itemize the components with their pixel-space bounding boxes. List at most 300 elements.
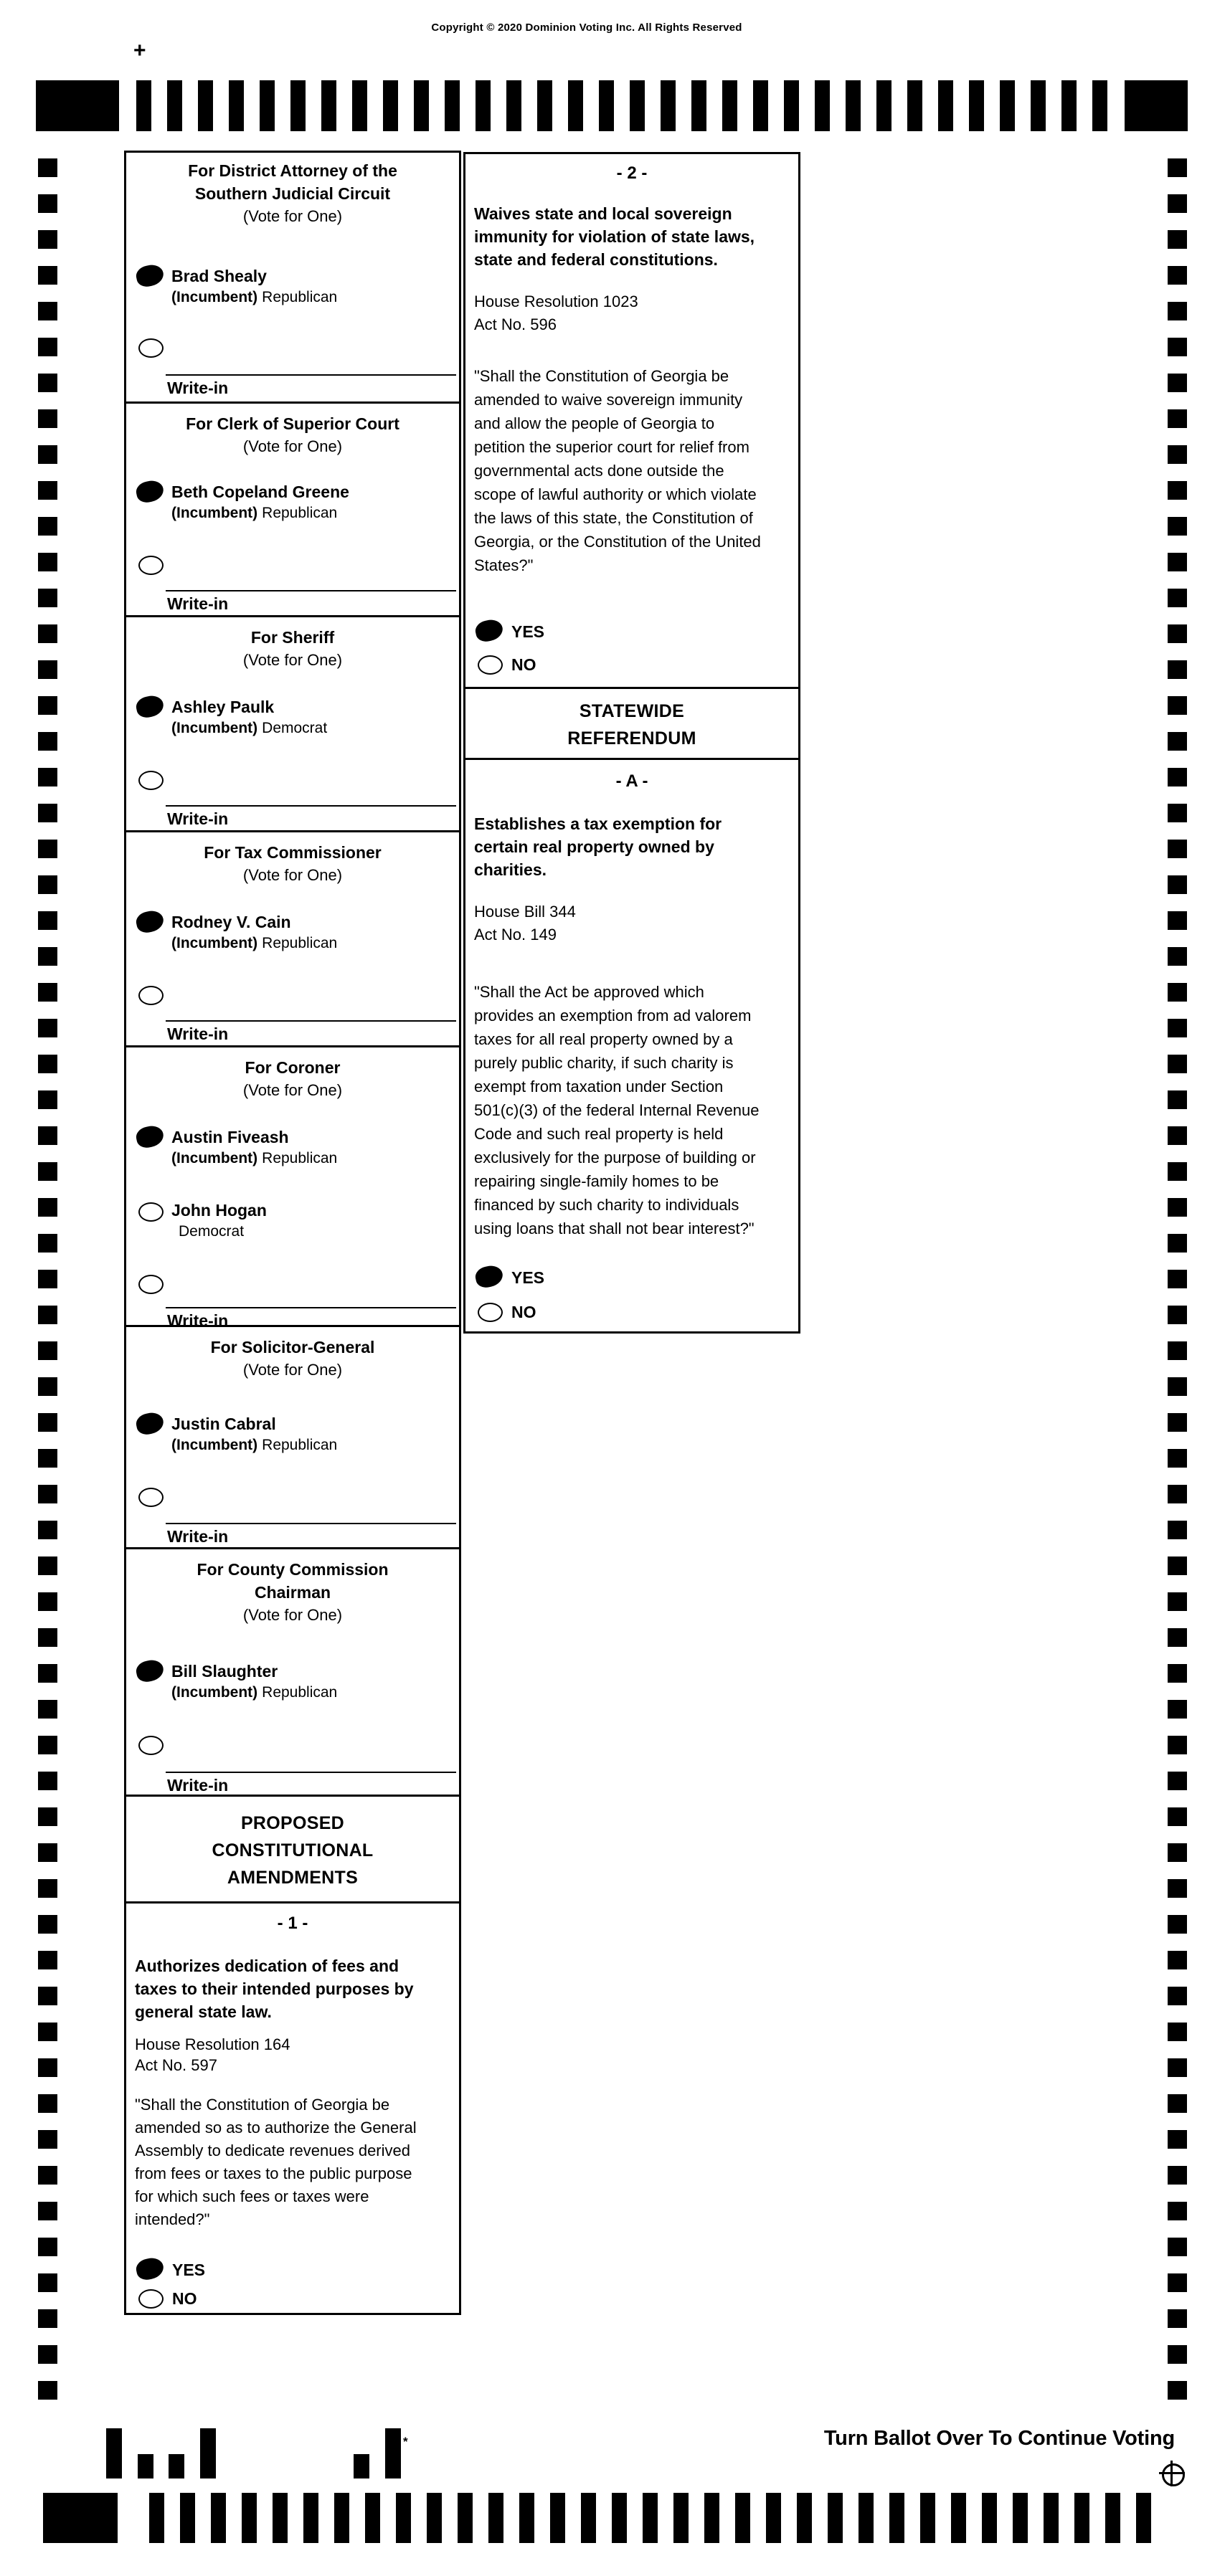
vote-oval-filled[interactable] (134, 1410, 165, 1436)
write-in-label: Write-in (167, 1776, 229, 1795)
timing-mark (581, 2493, 596, 2543)
vote-oval-empty[interactable] (478, 655, 503, 675)
candidate-party (171, 935, 337, 952)
timing-mark (889, 2493, 904, 2543)
timing-mark (568, 80, 583, 131)
timing-mark (427, 2493, 442, 2543)
timing-mark (506, 80, 521, 131)
timing-mark (1168, 1807, 1187, 1826)
measure-question-line: States?" (474, 556, 534, 574)
timing-mark (1136, 2493, 1151, 2543)
write-in-line[interactable] (166, 1523, 456, 1524)
timing-mark (38, 481, 57, 500)
timing-mark (846, 80, 861, 131)
write-in-line[interactable] (166, 805, 456, 807)
barcode-bar-short (138, 2454, 153, 2478)
measure-question-line: Assembly to dedicate revenues derived (135, 2142, 410, 2159)
timing-mark (1031, 80, 1046, 131)
barcode-asterisk-mark: * (403, 2435, 408, 2448)
measure-question-line: repairing single-family homes to be (474, 1172, 719, 1190)
race-section (126, 1045, 459, 1330)
header-line: PROPOSED (240, 1813, 345, 1833)
yes-label: YES (511, 622, 545, 641)
vote-oval-empty[interactable] (478, 1303, 503, 1322)
timing-mark (38, 1915, 57, 1934)
timing-mark (38, 409, 57, 428)
right-column (463, 152, 800, 1334)
party-label: Democrat (179, 1223, 245, 1240)
timing-mark (38, 553, 57, 571)
timing-mark (38, 517, 57, 536)
no-label: NO (511, 655, 536, 674)
candidate-party (171, 289, 337, 306)
timing-mark (38, 1306, 57, 1324)
timing-mark (38, 1449, 57, 1468)
timing-mark (1168, 2058, 1187, 2077)
measure-question-line: governmental acts done outside the (474, 462, 724, 480)
timing-mark (673, 2493, 689, 2543)
candidate-name: Brad Shealy (171, 267, 267, 285)
statewide-referendum-header (465, 687, 798, 760)
vote-oval-empty[interactable] (138, 1202, 164, 1222)
timing-mark (38, 1162, 57, 1181)
timing-mark (1168, 1341, 1187, 1360)
timing-mark (38, 1485, 57, 1503)
measure-question-line: financed by such charity to individuals (474, 1196, 739, 1214)
timing-mark (1168, 696, 1187, 715)
timing-mark (1168, 589, 1187, 607)
timing-mark (1168, 1413, 1187, 1432)
measure-summary-line: Authorizes dedication of fees and (135, 1957, 399, 1975)
timing-mark (38, 1090, 57, 1109)
timing-mark (198, 80, 213, 131)
timing-mark (722, 80, 737, 131)
timing-mark (1168, 1055, 1187, 1073)
timing-mark (38, 2273, 57, 2292)
timing-mark (859, 2493, 874, 2543)
timing-mark (180, 2493, 195, 2543)
timing-mark (38, 374, 57, 392)
timing-mark (38, 158, 57, 177)
measure-question-line: "Shall the Act be approved which (474, 983, 704, 1001)
measure-question-line: for which such fees or taxes were (135, 2187, 369, 2205)
candidate-party (171, 1150, 337, 1167)
timing-mark (38, 1700, 57, 1719)
write-in-line[interactable] (166, 374, 456, 376)
measure-ref-line: House Resolution 1023 (474, 293, 638, 310)
timing-mark (537, 80, 552, 131)
timing-mark (38, 1019, 57, 1037)
timing-mark (1168, 158, 1187, 177)
race-section (126, 1547, 459, 1797)
timing-mark (938, 80, 953, 131)
vote-oval-empty[interactable] (138, 986, 164, 1005)
incumbent-label: (Incumbent) (171, 935, 258, 951)
race-title: For Clerk of Superior Court (186, 414, 399, 433)
timing-mark (38, 1198, 57, 1217)
timing-mark (1061, 80, 1077, 131)
write-in-line[interactable] (166, 1307, 456, 1308)
timing-mark (797, 2493, 812, 2543)
timing-mark (1168, 2238, 1187, 2256)
measure-question-line: the laws of this state, the Constitution of (474, 509, 753, 527)
timing-mark (38, 840, 57, 858)
measure-ref-line: Act No. 597 (135, 2056, 217, 2074)
incumbent-label: (Incumbent) (171, 1150, 258, 1166)
timing-mark (365, 2493, 380, 2543)
race-section (126, 401, 459, 617)
timing-mark (1168, 840, 1187, 858)
party-label: Democrat (262, 720, 328, 736)
timing-mark (38, 230, 57, 249)
timing-mark (1168, 1700, 1187, 1719)
write-in-label: Write-in (167, 1527, 229, 1546)
timing-mark (1000, 80, 1015, 131)
timing-mark (38, 1987, 57, 2005)
candidate-name: Austin Fiveash (171, 1128, 289, 1146)
timing-mark (38, 1270, 57, 1288)
measure-question-line: 501(c)(3) of the federal Internal Revenue (474, 1101, 760, 1119)
vote-for-instruction: (Vote for One) (242, 1606, 343, 1624)
measure-summary-line: immunity for violation of state laws, (474, 227, 755, 246)
timing-mark (599, 80, 614, 131)
timing-mark (1168, 1090, 1187, 1109)
timing-mark (383, 80, 398, 131)
timing-mark (1168, 1915, 1187, 1934)
timing-mark (38, 2058, 57, 2077)
timing-mark (1168, 1270, 1187, 1288)
measure-question-line: scope of lawful authority or which violate (474, 485, 757, 503)
measure-summary-line: general state law. (135, 2002, 272, 2021)
vote-oval-empty[interactable] (138, 1736, 164, 1755)
vote-oval-filled[interactable] (473, 1263, 504, 1289)
timing-mark (766, 2493, 781, 2543)
barcode-bar-tall (200, 2428, 216, 2478)
timing-mark (1168, 1736, 1187, 1754)
timing-mark (1168, 2166, 1187, 2185)
registration-crosshair-icon (1159, 2461, 1185, 2486)
measure-section (465, 152, 798, 687)
write-in-label: Write-in (167, 594, 229, 613)
timing-mark (334, 2493, 349, 2543)
measure-question-line: and allow the people of Georgia to (474, 414, 715, 432)
party-label: Republican (262, 289, 338, 305)
vote-oval-empty[interactable] (138, 1488, 164, 1507)
timing-mark (38, 660, 57, 679)
timing-mark (38, 1126, 57, 1145)
timing-mark (612, 2493, 627, 2543)
timing-mark (290, 80, 306, 131)
header-line: CONSTITUTIONAL (212, 1840, 374, 1860)
timing-mark (1044, 2493, 1059, 2543)
timing-mark (1168, 1987, 1187, 2005)
party-label: Republican (262, 1150, 338, 1166)
timing-mark (1168, 194, 1187, 213)
measure-ref-line: House Bill 344 (474, 903, 576, 921)
measure-section (465, 758, 798, 1336)
timing-mark (1074, 2493, 1089, 2543)
measure-question-line: Georgia, or the Constitution of the United (474, 533, 761, 551)
write-in-line[interactable] (166, 1772, 456, 1773)
timing-mark (38, 983, 57, 1002)
barcode-bar-tall (385, 2428, 401, 2478)
timing-mark (38, 1377, 57, 1396)
timing-mark (38, 1879, 57, 1898)
timing-mark (167, 80, 182, 131)
timing-mark (982, 2493, 997, 2543)
candidate-name: Justin Cabral (171, 1415, 276, 1433)
timing-mark (876, 80, 891, 131)
timing-mark (1168, 624, 1187, 643)
timing-mark (1168, 1664, 1187, 1683)
race-title: Chairman (254, 1583, 331, 1602)
timing-mark (38, 1521, 57, 1539)
timing-mark (1168, 732, 1187, 751)
candidate-name: John Hogan (171, 1201, 267, 1220)
turn-ballot-over-text: Turn Ballot Over To Continue Voting (823, 2427, 1175, 2450)
timing-mark (38, 2238, 57, 2256)
timing-mark (260, 80, 275, 131)
timing-mark (38, 2023, 57, 2041)
measure-question-line: amended to waive sovereign immunity (474, 391, 743, 409)
write-in-label: Write-in (167, 379, 229, 397)
timing-mark (229, 80, 244, 131)
measure-section (126, 1901, 459, 2317)
no-label: NO (172, 2289, 197, 2308)
vote-oval-empty[interactable] (138, 771, 164, 790)
measure-number: - 1 - (277, 1914, 308, 1933)
timing-mark (951, 2493, 966, 2543)
timing-mark (1168, 2023, 1187, 2041)
timing-mark (1168, 875, 1187, 894)
timing-mark (735, 2493, 750, 2543)
measure-ref-line: House Resolution 164 (135, 2035, 290, 2053)
timing-mark (691, 80, 706, 131)
measure-question-line: exempt from taxation under Section (474, 1078, 724, 1095)
timing-mark (1168, 2130, 1187, 2149)
timing-mark (1168, 660, 1187, 679)
timing-mark (136, 80, 151, 131)
measure-question-line: taxes for all real property owned by a (474, 1030, 733, 1048)
vote-oval-filled[interactable] (134, 2256, 165, 2281)
vote-oval-filled[interactable] (134, 478, 165, 504)
timing-mark (38, 1951, 57, 1969)
timing-mark (458, 2493, 473, 2543)
timing-mark (1168, 2381, 1187, 2400)
timing-mark (1105, 2493, 1120, 2543)
timing-mark (149, 2493, 164, 2543)
candidate-name: Bill Slaughter (171, 1662, 278, 1681)
timing-mark (38, 1736, 57, 1754)
timing-mark (1168, 1306, 1187, 1324)
amendments-header (126, 1795, 459, 1904)
timing-mark (414, 80, 429, 131)
timing-mark (273, 2493, 288, 2543)
timing-mark (1168, 2202, 1187, 2220)
timing-mark (38, 2094, 57, 2113)
timing-mark (1168, 1234, 1187, 1253)
incumbent-label: (Incumbent) (171, 1437, 258, 1453)
timing-mark (1168, 911, 1187, 930)
vote-for-instruction: (Vote for One) (242, 437, 343, 455)
party-label: Republican (262, 935, 338, 951)
timing-mark (38, 1592, 57, 1611)
timing-mark (1168, 409, 1187, 428)
timing-mark (1168, 553, 1187, 571)
timing-mark (1168, 804, 1187, 822)
timing-mark (1168, 1485, 1187, 1503)
timing-mark (476, 80, 491, 131)
measure-summary-line: Establishes a tax exemption for (474, 814, 722, 833)
timing-mark (1168, 1377, 1187, 1396)
vote-oval-filled[interactable] (134, 1658, 165, 1683)
race-title: For Solicitor-General (210, 1338, 375, 1356)
vote-oval-empty[interactable] (138, 556, 164, 575)
race-section (126, 615, 459, 832)
timing-mark (445, 80, 460, 131)
timing-mark (38, 589, 57, 607)
race-title: For Coroner (245, 1058, 341, 1077)
timing-mark (1168, 1951, 1187, 1969)
race-title: Southern Judicial Circuit (194, 184, 391, 203)
timing-mark (1168, 338, 1187, 356)
write-in-label: Write-in (167, 1025, 229, 1043)
timing-mark (1168, 2345, 1187, 2364)
timing-mark (38, 1772, 57, 1790)
timing-mark (1092, 80, 1107, 131)
vote-oval-empty[interactable] (138, 1275, 164, 1294)
vote-for-instruction: (Vote for One) (242, 207, 343, 225)
vote-oval-filled[interactable] (134, 1123, 165, 1149)
measure-number: - A - (615, 771, 648, 791)
vote-for-instruction: (Vote for One) (242, 1081, 343, 1099)
timing-mark (38, 2202, 57, 2220)
timing-mark (38, 1413, 57, 1432)
write-in-line[interactable] (166, 1020, 456, 1022)
vote-oval-filled[interactable] (134, 693, 165, 719)
measure-question-line: petition the superior court for relief from (474, 438, 749, 456)
measure-question-line: Code and such real property is held (474, 1125, 724, 1143)
candidate-name: Beth Copeland Greene (171, 483, 349, 501)
candidate-name: Ashley Paulk (171, 698, 275, 716)
timing-mark (242, 2493, 257, 2543)
header-line: STATEWIDE (579, 701, 685, 721)
timing-mark (38, 696, 57, 715)
write-in-line[interactable] (166, 590, 456, 591)
timing-mark (1168, 1521, 1187, 1539)
incumbent-label: (Incumbent) (171, 289, 258, 305)
timing-mark (38, 1807, 57, 1826)
measure-summary-line: charities. (474, 860, 547, 879)
timing-mark (519, 2493, 534, 2543)
vote-oval-filled[interactable] (134, 908, 165, 934)
timing-mark (1168, 1772, 1187, 1790)
measure-summary-line: state and federal constitutions. (474, 250, 718, 269)
write-in-label: Write-in (167, 1311, 229, 1330)
timing-mark (38, 875, 57, 894)
timing-mark (550, 2493, 565, 2543)
timing-mark (920, 2493, 935, 2543)
measure-question-line: intended?" (135, 2210, 210, 2228)
timing-mark (1168, 1126, 1187, 1145)
timing-mark (1168, 1592, 1187, 1611)
measure-question-line: using loans that shall not bear interest?" (474, 1220, 755, 1237)
timing-mark (753, 80, 768, 131)
timing-mark (303, 2493, 318, 2543)
candidate-party (171, 1684, 337, 1701)
timing-mark (38, 338, 57, 356)
measure-summary-line: Waives state and local sovereign (474, 204, 732, 223)
timing-mark (784, 80, 799, 131)
timing-mark (38, 266, 57, 285)
measure-summary-line: taxes to their intended purposes by (135, 1979, 414, 1998)
incumbent-label: (Incumbent) (171, 505, 258, 521)
timing-mark (488, 2493, 503, 2543)
candidate-party (171, 505, 337, 522)
measure-question-line: from fees or taxes to the public purpose (135, 2164, 412, 2182)
timing-mark (1168, 266, 1187, 285)
timing-mark (38, 2381, 57, 2400)
timing-mark (1168, 947, 1187, 966)
candidate-party (171, 720, 327, 737)
timing-mark (1168, 302, 1187, 320)
measure-question-line: purely public charity, if such charity is (474, 1054, 734, 1072)
timing-mark (38, 2345, 57, 2364)
timing-mark (704, 2493, 719, 2543)
measure-question-line: exclusively for the purpose of building or (474, 1149, 756, 1166)
incumbent-label: (Incumbent) (171, 720, 258, 736)
race-section (126, 1325, 459, 1549)
vote-oval-empty[interactable] (138, 2289, 164, 2309)
timing-mark (38, 2309, 57, 2328)
timing-mark (38, 911, 57, 930)
timing-mark (38, 1556, 57, 1575)
party-label: Republican (262, 1437, 338, 1453)
timing-mark (630, 80, 645, 131)
timing-mark (1168, 2309, 1187, 2328)
vote-for-instruction: (Vote for One) (242, 651, 343, 669)
vote-oval-filled[interactable] (134, 262, 165, 288)
timing-mark (828, 2493, 843, 2543)
timing-mark (907, 80, 922, 131)
timing-mark (969, 80, 984, 131)
timing-mark (38, 732, 57, 751)
measure-ref-line: Act No. 596 (474, 315, 557, 333)
vote-for-instruction: (Vote for One) (242, 1361, 343, 1379)
candidate-name: Rodney V. Cain (171, 913, 291, 931)
timing-mark (1013, 2493, 1028, 2543)
timing-block (1125, 80, 1188, 131)
race-title: For Tax Commissioner (204, 843, 382, 862)
header-line: REFERENDUM (567, 728, 696, 748)
timing-mark (38, 947, 57, 966)
timing-mark (1168, 2094, 1187, 2113)
timing-mark (1168, 374, 1187, 392)
race-section (126, 151, 459, 401)
timing-mark (38, 1341, 57, 1360)
measure-question-line: provides an exemption from ad valorem (474, 1007, 752, 1025)
barcode-bar-tall (106, 2428, 122, 2478)
timing-mark (1168, 445, 1187, 464)
timing-mark (1168, 481, 1187, 500)
timing-mark (38, 768, 57, 786)
timing-mark (1168, 1162, 1187, 1181)
vote-oval-empty[interactable] (138, 338, 164, 358)
timing-mark (1168, 983, 1187, 1002)
timing-mark (1168, 1198, 1187, 1217)
vote-oval-filled[interactable] (473, 617, 504, 643)
measure-question-line: "Shall the Constitution of Georgia be (135, 2096, 390, 2114)
